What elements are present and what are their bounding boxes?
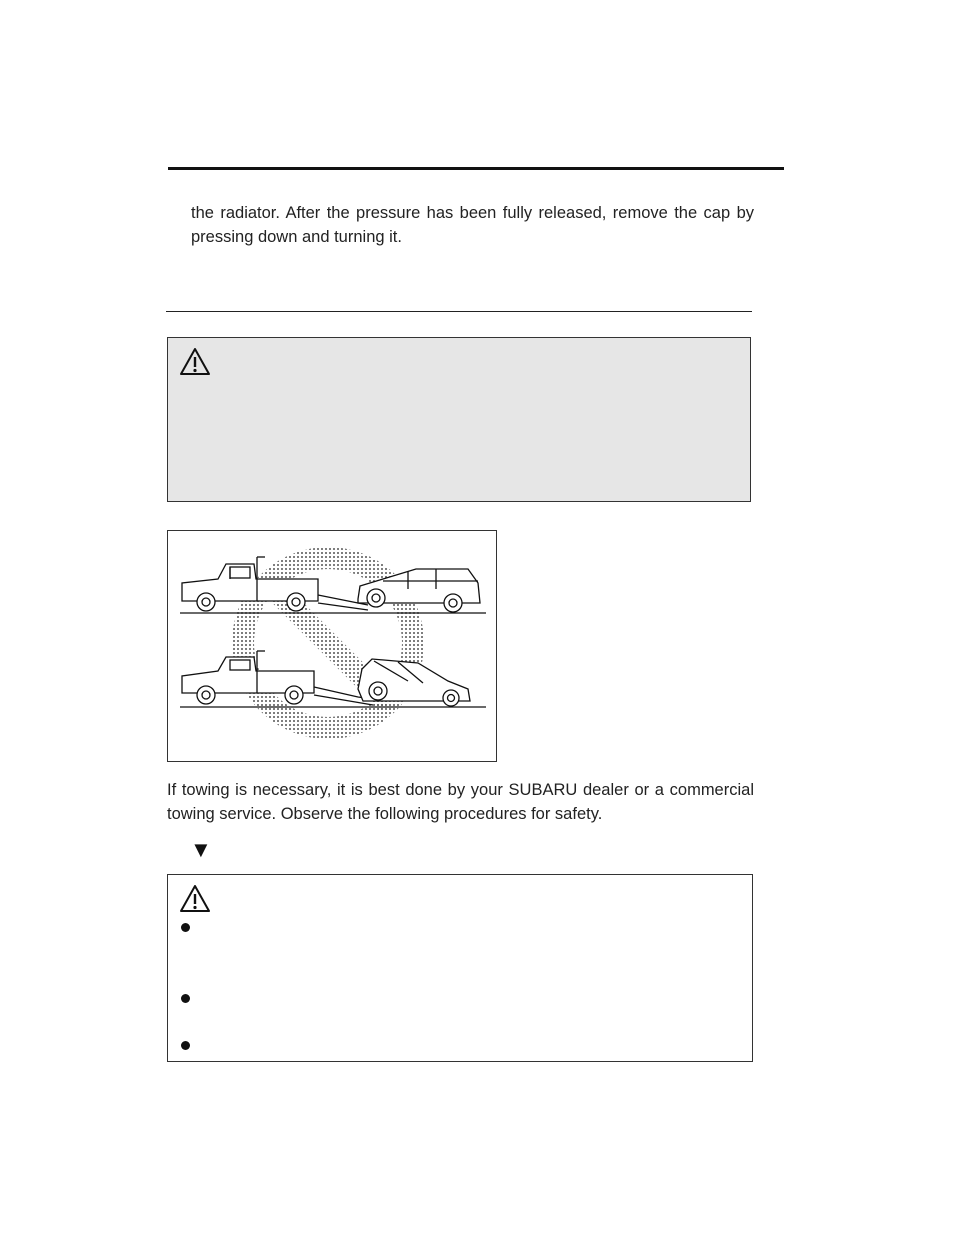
warning-box-shaded [167,337,751,502]
bullet-dot-icon [181,923,190,932]
towing-illustration [167,530,497,762]
bullet-dot-icon [181,994,190,1003]
warning-triangle-icon [179,347,211,377]
prohibited-towing-drawing [168,531,496,761]
down-triangle-icon: ▼ [190,837,212,862]
bullet-dot-icon [181,1041,190,1050]
body-paragraph-towing: If towing is necessary, it is best done by your SUBARU dealer or a commercial towing service. Observe the following procedures for safety. [167,781,754,823]
warning-triangle-icon [179,884,211,914]
section-rule [166,311,752,312]
top-rule [168,167,784,170]
body-paragraph-radiator: the radiator. After the pressure has been fully released, remove the cap by pressing down and turning it. [191,204,754,246]
warning-box-bulleted [167,874,753,1062]
